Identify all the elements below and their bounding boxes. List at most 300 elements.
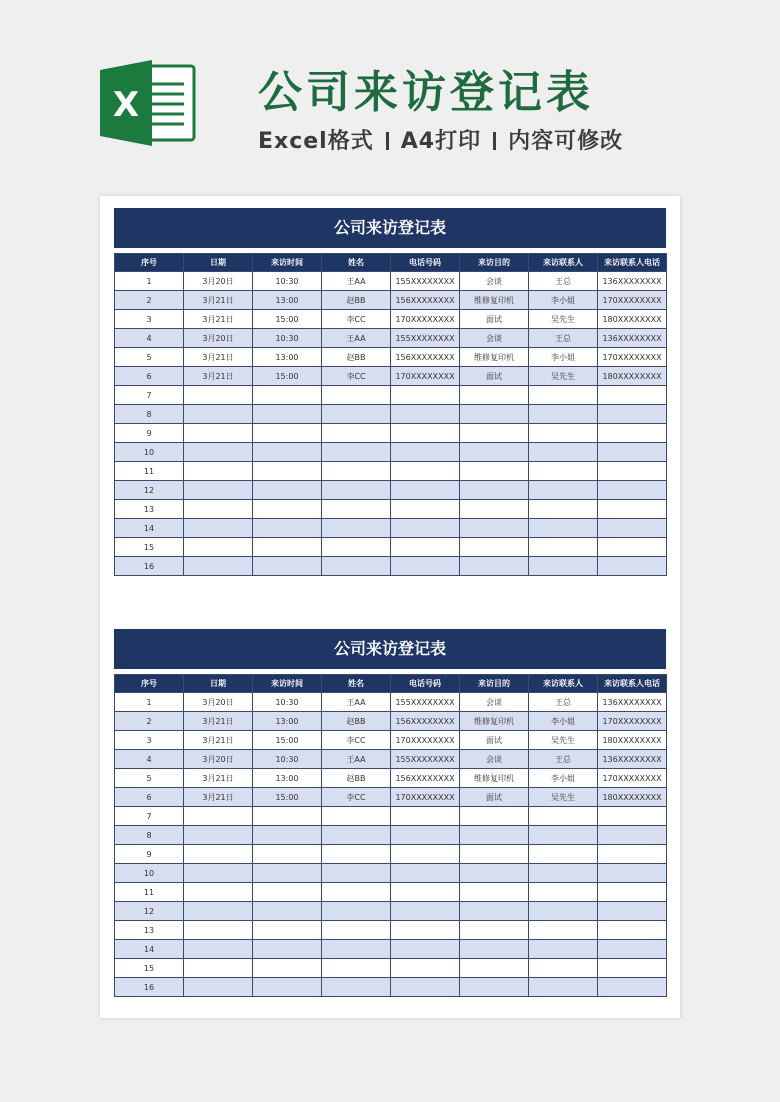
table-cell: 136XXXXXXXX — [598, 329, 667, 348]
table-cell — [253, 883, 322, 902]
table-row — [115, 367, 667, 386]
sheet-title: 公司来访登记表 — [114, 208, 666, 248]
table-cell — [391, 500, 460, 519]
table-cell: 10:30 — [253, 693, 322, 712]
column-header: 日期 — [184, 675, 253, 693]
table-cell — [391, 978, 460, 997]
excel-logo-icon — [100, 58, 198, 148]
table-cell — [184, 443, 253, 462]
column-header: 电话号码 — [391, 254, 460, 272]
table-row — [115, 978, 667, 997]
page-header — [0, 0, 780, 200]
column-header: 来访联系人电话 — [598, 675, 667, 693]
table-cell: 面试 — [460, 367, 529, 386]
table-cell: 9 — [115, 424, 184, 443]
table-cell: 170XXXXXXXX — [391, 310, 460, 329]
column-header: 序号 — [115, 254, 184, 272]
table-cell: 李CC — [322, 731, 391, 750]
visitor-sheet-2 — [114, 629, 666, 997]
table-cell: 李小姐 — [529, 291, 598, 310]
table-cell: 王AA — [322, 750, 391, 769]
table-cell: 13:00 — [253, 769, 322, 788]
table-cell: 8 — [115, 826, 184, 845]
table-cell — [598, 940, 667, 959]
column-header: 来访目的 — [460, 254, 529, 272]
table-cell — [529, 481, 598, 500]
table-cell: 赵BB — [322, 769, 391, 788]
table-cell — [184, 902, 253, 921]
table-cell: 3 — [115, 310, 184, 329]
table-cell — [460, 500, 529, 519]
table-cell: 面试 — [460, 310, 529, 329]
table-cell: 赵BB — [322, 712, 391, 731]
table-cell: 王总 — [529, 693, 598, 712]
table-cell: 15 — [115, 959, 184, 978]
table-cell — [184, 826, 253, 845]
table-row — [115, 845, 667, 864]
table-cell: 王AA — [322, 329, 391, 348]
table-cell — [598, 826, 667, 845]
table-cell: 8 — [115, 405, 184, 424]
subtitle-format: Excel格式 — [258, 129, 374, 154]
table-cell: 王AA — [322, 272, 391, 291]
table-cell — [322, 921, 391, 940]
table-row — [115, 921, 667, 940]
table-cell: 156XXXXXXXX — [391, 291, 460, 310]
table-cell — [529, 443, 598, 462]
table-cell: 3月21日 — [184, 788, 253, 807]
table-cell — [322, 807, 391, 826]
table-cell: 3月20日 — [184, 329, 253, 348]
table-cell: 170XXXXXXXX — [598, 769, 667, 788]
table-cell — [391, 940, 460, 959]
table-cell — [391, 921, 460, 940]
subtitle — [258, 124, 623, 155]
table-row — [115, 329, 667, 348]
table-cell: 7 — [115, 386, 184, 405]
table-cell: 维修复印机 — [460, 291, 529, 310]
table-cell — [322, 902, 391, 921]
column-header: 来访联系人电话 — [598, 254, 667, 272]
table-row — [115, 807, 667, 826]
table-cell — [184, 845, 253, 864]
table-cell: 王总 — [529, 750, 598, 769]
table-cell — [184, 921, 253, 940]
table-cell — [460, 959, 529, 978]
table-cell — [529, 405, 598, 424]
table-cell: 李CC — [322, 310, 391, 329]
table-cell: 15:00 — [253, 367, 322, 386]
table-cell — [598, 902, 667, 921]
table-cell: 170XXXXXXXX — [598, 291, 667, 310]
table-cell — [253, 424, 322, 443]
table-cell — [253, 959, 322, 978]
table-cell: 13:00 — [253, 291, 322, 310]
table-cell: 13 — [115, 500, 184, 519]
table-cell — [529, 902, 598, 921]
table-cell: 2 — [115, 712, 184, 731]
table-cell — [322, 443, 391, 462]
table-cell: 10 — [115, 443, 184, 462]
table-cell: 3月21日 — [184, 348, 253, 367]
table-cell — [529, 500, 598, 519]
table-cell — [598, 921, 667, 940]
column-header: 姓名 — [322, 675, 391, 693]
column-header: 姓名 — [322, 254, 391, 272]
table-cell — [253, 864, 322, 883]
sheet-title: 公司来访登记表 — [114, 629, 666, 669]
table-cell — [391, 405, 460, 424]
table-cell: 王总 — [529, 329, 598, 348]
visitor-sheet-1 — [114, 208, 666, 576]
table-cell — [253, 826, 322, 845]
table-cell — [391, 443, 460, 462]
table-cell — [391, 557, 460, 576]
column-header: 来访目的 — [460, 675, 529, 693]
table-cell — [391, 845, 460, 864]
table-row — [115, 883, 667, 902]
table-cell — [184, 462, 253, 481]
table-cell — [253, 845, 322, 864]
table-cell — [460, 538, 529, 557]
table-row — [115, 481, 667, 500]
column-header: 来访时间 — [253, 254, 322, 272]
table-cell — [460, 462, 529, 481]
subtitle-print: A4打印 — [400, 129, 482, 154]
table-cell: 维修复印机 — [460, 712, 529, 731]
table-cell — [529, 462, 598, 481]
page-title: 公司来访登记表 — [258, 67, 594, 118]
table-cell — [598, 807, 667, 826]
table-cell: 10:30 — [253, 750, 322, 769]
table-cell: 155XXXXXXXX — [391, 272, 460, 291]
table-cell — [529, 386, 598, 405]
table-cell — [322, 481, 391, 500]
table-row — [115, 769, 667, 788]
table-cell — [460, 519, 529, 538]
table-cell — [391, 826, 460, 845]
column-header: 电话号码 — [391, 675, 460, 693]
logo-letter: X — [112, 85, 140, 125]
table-cell: 李CC — [322, 367, 391, 386]
table-cell: 3月21日 — [184, 731, 253, 750]
table-cell: 170XXXXXXXX — [391, 788, 460, 807]
table-cell — [322, 864, 391, 883]
table-cell: 赵BB — [322, 348, 391, 367]
table-cell — [253, 462, 322, 481]
table-cell — [253, 386, 322, 405]
table-cell — [598, 845, 667, 864]
table-cell — [322, 959, 391, 978]
table-row — [115, 291, 667, 310]
table-cell: 170XXXXXXXX — [391, 367, 460, 386]
table-cell: 6 — [115, 788, 184, 807]
table-cell — [322, 940, 391, 959]
table-cell: 3 — [115, 731, 184, 750]
table-cell: 王总 — [529, 272, 598, 291]
table-cell — [598, 557, 667, 576]
visitor-table — [114, 253, 667, 576]
table-cell: 156XXXXXXXX — [391, 348, 460, 367]
table-cell: 14 — [115, 940, 184, 959]
table-cell: 136XXXXXXXX — [598, 272, 667, 291]
table-cell — [391, 462, 460, 481]
table-cell — [253, 557, 322, 576]
table-cell — [460, 557, 529, 576]
table-cell — [529, 557, 598, 576]
table-cell: 5 — [115, 769, 184, 788]
table-row — [115, 940, 667, 959]
table-cell: 李CC — [322, 788, 391, 807]
table-row — [115, 405, 667, 424]
table-cell: 李小姐 — [529, 769, 598, 788]
table-cell: 3月21日 — [184, 367, 253, 386]
table-cell — [322, 424, 391, 443]
table-cell: 10:30 — [253, 272, 322, 291]
table-cell: 13:00 — [253, 712, 322, 731]
table-row — [115, 826, 667, 845]
table-row — [115, 731, 667, 750]
table-cell — [529, 845, 598, 864]
table-cell — [253, 538, 322, 557]
table-cell — [598, 462, 667, 481]
table-cell — [529, 519, 598, 538]
table-cell — [460, 386, 529, 405]
table-cell — [184, 883, 253, 902]
table-cell — [184, 386, 253, 405]
table-header-row — [115, 254, 667, 272]
table-cell: 170XXXXXXXX — [391, 731, 460, 750]
table-cell: 170XXXXXXXX — [598, 348, 667, 367]
table-row — [115, 788, 667, 807]
table-cell — [184, 481, 253, 500]
column-header: 日期 — [184, 254, 253, 272]
table-cell — [598, 500, 667, 519]
table-cell — [184, 500, 253, 519]
table-cell: 面试 — [460, 788, 529, 807]
table-cell — [529, 921, 598, 940]
column-header: 序号 — [115, 675, 184, 693]
table-cell — [322, 405, 391, 424]
table-cell — [460, 807, 529, 826]
table-cell — [598, 386, 667, 405]
table-header-row — [115, 675, 667, 693]
table-cell — [598, 443, 667, 462]
table-cell — [184, 807, 253, 826]
table-cell — [460, 826, 529, 845]
table-cell: 面试 — [460, 731, 529, 750]
table-cell: 180XXXXXXXX — [598, 788, 667, 807]
table-row — [115, 386, 667, 405]
table-cell: 3月21日 — [184, 291, 253, 310]
table-cell — [322, 883, 391, 902]
table-row — [115, 712, 667, 731]
table-cell — [598, 883, 667, 902]
table-cell — [529, 538, 598, 557]
table-cell: 3月20日 — [184, 693, 253, 712]
table-cell — [322, 462, 391, 481]
table-cell: 13:00 — [253, 348, 322, 367]
table-cell: 7 — [115, 807, 184, 826]
table-cell — [598, 538, 667, 557]
table-cell — [598, 424, 667, 443]
table-cell — [184, 940, 253, 959]
table-cell: 吴先生 — [529, 788, 598, 807]
table-cell: 会谈 — [460, 693, 529, 712]
table-body — [115, 693, 667, 997]
table-cell: 180XXXXXXXX — [598, 731, 667, 750]
table-row — [115, 310, 667, 329]
table-cell: 156XXXXXXXX — [391, 769, 460, 788]
table-cell — [529, 424, 598, 443]
table-row — [115, 557, 667, 576]
table-cell: 15:00 — [253, 788, 322, 807]
table-cell: 155XXXXXXXX — [391, 329, 460, 348]
table-row — [115, 750, 667, 769]
table-cell — [253, 405, 322, 424]
table-cell — [460, 883, 529, 902]
table-cell — [184, 864, 253, 883]
table-cell: 155XXXXXXXX — [391, 693, 460, 712]
table-cell: 16 — [115, 978, 184, 997]
table-cell — [391, 386, 460, 405]
column-header: 来访联系人 — [529, 675, 598, 693]
table-cell: 10 — [115, 864, 184, 883]
table-cell: 3月21日 — [184, 712, 253, 731]
table-cell — [598, 864, 667, 883]
table-cell: 156XXXXXXXX — [391, 712, 460, 731]
table-cell: 王AA — [322, 693, 391, 712]
table-cell: 14 — [115, 519, 184, 538]
table-cell — [184, 959, 253, 978]
table-cell — [529, 959, 598, 978]
table-cell — [184, 405, 253, 424]
table-row — [115, 693, 667, 712]
table-cell — [460, 940, 529, 959]
table-cell — [322, 386, 391, 405]
table-row — [115, 519, 667, 538]
table-cell: 吴先生 — [529, 731, 598, 750]
column-header: 来访联系人 — [529, 254, 598, 272]
table-cell: 2 — [115, 291, 184, 310]
table-row — [115, 538, 667, 557]
table-cell: 3月21日 — [184, 310, 253, 329]
table-cell — [460, 405, 529, 424]
table-cell: 会谈 — [460, 329, 529, 348]
table-cell — [460, 481, 529, 500]
table-cell — [460, 864, 529, 883]
table-row — [115, 864, 667, 883]
table-cell: 3月20日 — [184, 750, 253, 769]
table-cell: 吴先生 — [529, 367, 598, 386]
separator — [493, 132, 496, 150]
table-cell — [391, 424, 460, 443]
table-cell: 6 — [115, 367, 184, 386]
table-cell — [391, 481, 460, 500]
table-cell: 16 — [115, 557, 184, 576]
table-cell: 12 — [115, 481, 184, 500]
table-cell — [253, 500, 322, 519]
table-cell — [460, 845, 529, 864]
table-cell — [391, 864, 460, 883]
table-cell — [460, 902, 529, 921]
table-cell: 维修复印机 — [460, 348, 529, 367]
table-row — [115, 462, 667, 481]
table-cell — [391, 519, 460, 538]
table-cell: 李小姐 — [529, 348, 598, 367]
table-cell — [529, 940, 598, 959]
visitor-table — [114, 674, 667, 997]
table-cell — [322, 557, 391, 576]
table-cell: 5 — [115, 348, 184, 367]
table-cell: 136XXXXXXXX — [598, 750, 667, 769]
table-cell — [598, 519, 667, 538]
table-cell: 155XXXXXXXX — [391, 750, 460, 769]
table-cell — [529, 978, 598, 997]
table-cell — [391, 959, 460, 978]
table-cell — [322, 845, 391, 864]
table-cell: 3月20日 — [184, 272, 253, 291]
table-cell: 1 — [115, 693, 184, 712]
table-cell: 会谈 — [460, 750, 529, 769]
table-cell — [322, 978, 391, 997]
table-cell — [253, 481, 322, 500]
table-cell — [529, 864, 598, 883]
table-cell: 会谈 — [460, 272, 529, 291]
table-cell: 赵BB — [322, 291, 391, 310]
table-cell — [460, 921, 529, 940]
table-cell — [598, 978, 667, 997]
table-cell — [253, 902, 322, 921]
table-row — [115, 959, 667, 978]
table-cell — [598, 959, 667, 978]
table-cell: 3月21日 — [184, 769, 253, 788]
preview-page — [100, 196, 680, 1018]
table-cell — [253, 807, 322, 826]
table-cell — [184, 978, 253, 997]
table-cell — [529, 883, 598, 902]
table-cell: 180XXXXXXXX — [598, 367, 667, 386]
table-cell — [460, 443, 529, 462]
table-cell — [391, 902, 460, 921]
table-cell: 15 — [115, 538, 184, 557]
table-row — [115, 272, 667, 291]
table-cell: 4 — [115, 750, 184, 769]
table-cell: 吴先生 — [529, 310, 598, 329]
table-cell: 180XXXXXXXX — [598, 310, 667, 329]
table-cell — [460, 978, 529, 997]
table-cell — [529, 807, 598, 826]
table-row — [115, 500, 667, 519]
table-cell — [391, 538, 460, 557]
table-cell — [253, 443, 322, 462]
table-cell — [253, 519, 322, 538]
table-cell — [391, 883, 460, 902]
table-row — [115, 902, 667, 921]
table-cell — [322, 500, 391, 519]
table-row — [115, 348, 667, 367]
table-cell — [322, 519, 391, 538]
table-cell: 10:30 — [253, 329, 322, 348]
table-cell: 12 — [115, 902, 184, 921]
table-row — [115, 424, 667, 443]
table-cell: 11 — [115, 462, 184, 481]
table-cell — [253, 978, 322, 997]
table-cell: 13 — [115, 921, 184, 940]
table-cell: 136XXXXXXXX — [598, 693, 667, 712]
table-cell: 11 — [115, 883, 184, 902]
table-cell: 15:00 — [253, 731, 322, 750]
